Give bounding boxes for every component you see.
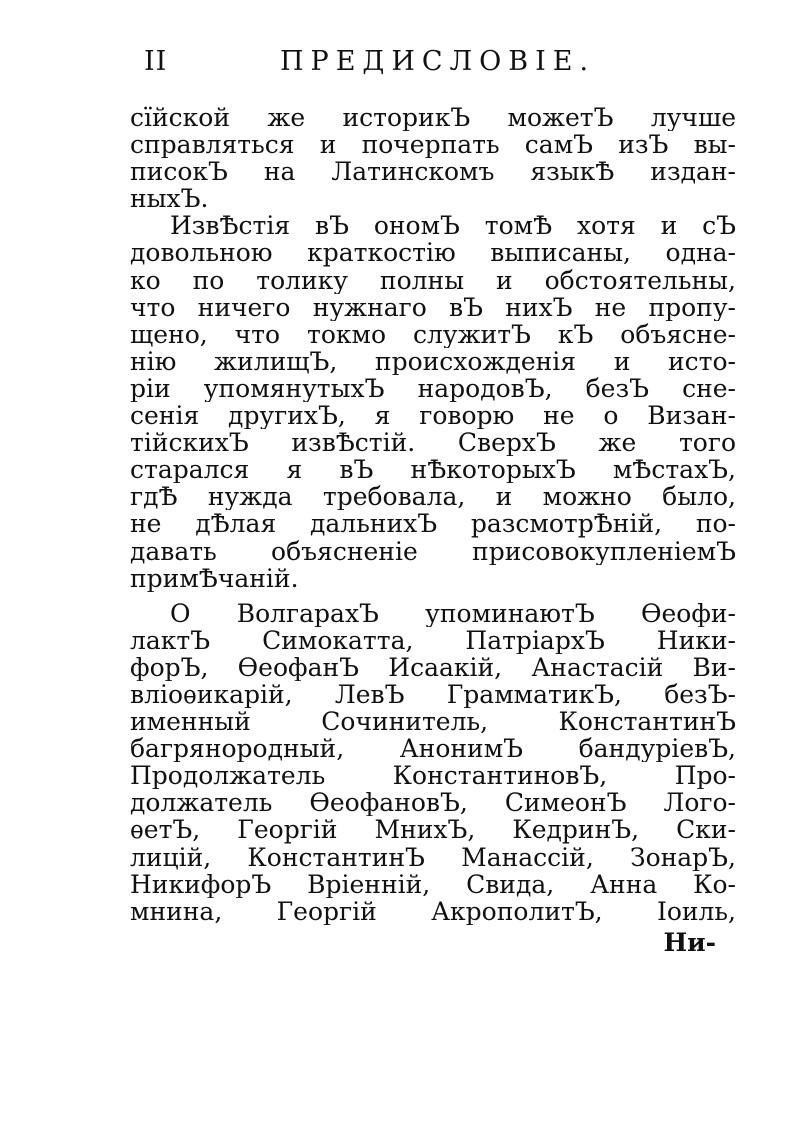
text-line: ѳетЪ, Георгій МнихЪ, КедринЪ, Ски- — [130, 816, 736, 844]
text-line: форЪ, ѲеофанЪ Исаакій, Анастасій Ви- — [130, 653, 736, 681]
text-line: ко по толику полны и обстоятельны, — [130, 266, 736, 294]
running-head-title: ПРЕДИСЛОВІЕ. — [280, 46, 596, 77]
text-line: писокЪ на Латинскомъ языкѢ издан- — [130, 158, 736, 186]
text-line: именный Сочинитель, КонстантинЪ — [130, 708, 736, 736]
text-line: мнина, Георгій АкрополитЪ, Іоиль, — [130, 897, 736, 925]
text-line: должатель ѲеофановЪ, СимеонЪ Лого- — [130, 789, 736, 817]
paragraph-gap — [130, 592, 736, 600]
text-line: довольною краткостію выписаны, одна- — [130, 239, 736, 267]
text-line: вліоѳикарій, ЛевЪ ГрамматикЪ, безЪ- — [130, 680, 736, 709]
text-line: тійскихЪ извѢстій. СверхЪ же того — [130, 429, 736, 457]
text-line: гдѢ нужда требовала, и можно было, — [130, 483, 736, 511]
text-line: сїйской же историкЪ можетЪ лучше — [130, 104, 736, 132]
text-line: что ничего нужнаго вЪ нихЪ не пропу- — [130, 293, 736, 321]
paragraph-start-line: О ВолгарахЪ упоминаютЪ Ѳеофи- — [170, 599, 736, 627]
text-line: ріи упомянутыхЪ народовЪ, безЪ сне- — [130, 374, 736, 403]
paragraph-start-line: ИзвѢстія вЪ ономЪ томѢ хотя и сЪ — [170, 212, 736, 240]
text-line: нію жилищЪ, происхожденія и исто- — [130, 347, 736, 375]
text-line: НикифорЪ Вріенній, Свида, Анна Ко- — [130, 870, 736, 898]
page-number: II — [144, 46, 168, 77]
text-line: ныхЪ. — [130, 185, 209, 213]
text-line: багрянородный, АнонимЪ бандуріевЪ, — [130, 735, 736, 763]
text-line: примѢчаній. — [130, 564, 299, 592]
text-line: лицій, КонстантинЪ Манассій, ЗонарЪ, — [130, 843, 736, 871]
page-header — [120, 46, 640, 86]
text-line: давать объясненіе присовокупленіемЪ — [130, 537, 736, 565]
text-line: не дѢлая дальнихЪ разсмотрѢній, по- — [130, 510, 736, 538]
text-line: щено, что токмо служитЪ кЪ объясне- — [130, 320, 736, 348]
body-text — [130, 104, 736, 925]
text-line: лактЪ Симокатта, ПатріархЪ Ники- — [130, 626, 736, 654]
text-line: старался я вЪ нѢкоторыхЪ мѢстахЪ, — [130, 456, 736, 484]
text-line: сенія другихЪ, я говорю не о Визан- — [130, 402, 736, 430]
text-line: Продолжатель КонстантиновЪ, Про- — [130, 762, 736, 790]
catchword: Ни- — [663, 928, 716, 957]
text-line: справляться и почерпать самЪ изЪ вы- — [130, 131, 736, 159]
